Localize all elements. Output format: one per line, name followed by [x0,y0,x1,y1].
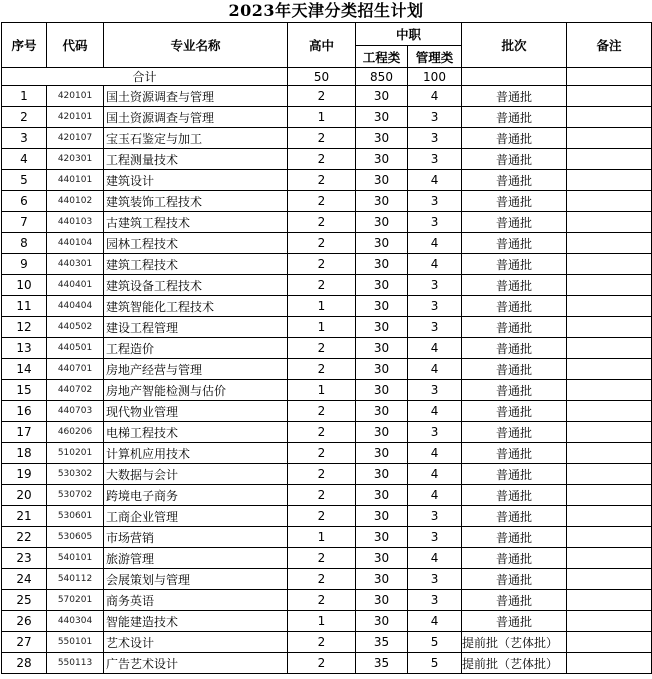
row-seq: 25 [2,590,47,611]
row-major: 工程测量技术 [104,149,288,170]
row-major: 现代物业管理 [104,401,288,422]
row-batch: 普通批 [462,128,567,149]
row-engineering: 30 [356,233,408,254]
row-batch: 普通批 [462,569,567,590]
row-seq: 24 [2,569,47,590]
row-code: 420101 [47,86,104,107]
table-row [2,443,652,464]
row-seq: 6 [2,191,47,212]
row-management: 4 [408,359,462,380]
row-management: 3 [408,191,462,212]
row-seq: 9 [2,254,47,275]
table-row [2,590,652,611]
row-engineering: 30 [356,506,408,527]
row-high-school: 2 [288,233,356,254]
row-seq: 1 [2,86,47,107]
row-seq: 23 [2,548,47,569]
row-engineering: 30 [356,254,408,275]
row-high-school: 2 [288,632,356,653]
row-remarks [567,86,652,107]
table-row [2,191,652,212]
row-code: 440104 [47,233,104,254]
row-remarks [567,128,652,149]
row-major: 艺术设计 [104,632,288,653]
total-high-school: 50 [288,68,356,86]
row-remarks [567,359,652,380]
table-row [2,170,652,191]
row-code: 570201 [47,590,104,611]
row-code: 440404 [47,296,104,317]
row-seq: 14 [2,359,47,380]
header-vocational: 中职 [356,23,462,46]
table-row [2,317,652,338]
row-remarks [567,149,652,170]
row-engineering: 30 [356,149,408,170]
row-remarks [567,254,652,275]
row-management: 4 [408,548,462,569]
row-batch: 提前批（艺体批） [462,653,567,674]
row-remarks [567,422,652,443]
total-row [2,68,652,86]
row-remarks [567,569,652,590]
row-code: 540101 [47,548,104,569]
total-batch-cell [462,68,567,86]
row-batch: 普通批 [462,422,567,443]
row-remarks [567,233,652,254]
row-remarks [567,107,652,128]
row-remarks [567,443,652,464]
total-label: 合计 [2,68,288,86]
row-major: 古建筑工程技术 [104,212,288,233]
row-seq: 2 [2,107,47,128]
row-management: 3 [408,569,462,590]
row-seq: 27 [2,632,47,653]
row-seq: 28 [2,653,47,674]
row-engineering: 30 [356,464,408,485]
header-major: 专业名称 [104,23,288,68]
table-row [2,86,652,107]
row-batch: 普通批 [462,590,567,611]
row-code: 530605 [47,527,104,548]
row-engineering: 30 [356,422,408,443]
header-high-school: 高中 [288,23,356,68]
table-row [2,107,652,128]
row-code: 420101 [47,107,104,128]
row-engineering: 30 [356,170,408,191]
row-batch: 普通批 [462,527,567,548]
row-batch: 普通批 [462,107,567,128]
row-code: 440102 [47,191,104,212]
table-row [2,632,652,653]
row-remarks [567,527,652,548]
row-batch: 普通批 [462,170,567,191]
row-batch: 提前批（艺体批） [462,632,567,653]
row-high-school: 2 [288,212,356,233]
row-code: 440502 [47,317,104,338]
header-management: 管理类 [408,46,462,68]
row-seq: 8 [2,233,47,254]
row-major: 园林工程技术 [104,233,288,254]
header-batch: 批次 [462,23,567,68]
row-seq: 20 [2,485,47,506]
row-high-school: 2 [288,422,356,443]
row-engineering: 30 [356,485,408,506]
table-row [2,380,652,401]
row-engineering: 30 [356,401,408,422]
table-row [2,485,652,506]
row-remarks [567,296,652,317]
row-high-school: 2 [288,548,356,569]
row-management: 4 [408,170,462,191]
row-management: 4 [408,86,462,107]
row-seq: 16 [2,401,47,422]
row-code: 550113 [47,653,104,674]
row-management: 3 [408,527,462,548]
row-seq: 3 [2,128,47,149]
table-body [2,68,652,674]
row-management: 4 [408,233,462,254]
row-remarks [567,380,652,401]
total-management: 100 [408,68,462,86]
row-major: 建筑工程技术 [104,254,288,275]
row-engineering: 30 [356,611,408,632]
row-remarks [567,653,652,674]
row-high-school: 2 [288,401,356,422]
row-batch: 普通批 [462,401,567,422]
row-major: 建筑装饰工程技术 [104,191,288,212]
row-high-school: 2 [288,149,356,170]
row-major: 建设工程管理 [104,317,288,338]
row-seq: 21 [2,506,47,527]
row-code: 440501 [47,338,104,359]
row-engineering: 30 [356,590,408,611]
row-batch: 普通批 [462,464,567,485]
row-seq: 5 [2,170,47,191]
row-high-school: 1 [288,611,356,632]
row-batch: 普通批 [462,506,567,527]
row-seq: 17 [2,422,47,443]
row-code: 550101 [47,632,104,653]
row-management: 3 [408,296,462,317]
row-major: 建筑智能化工程技术 [104,296,288,317]
row-batch: 普通批 [462,86,567,107]
row-major: 工程造价 [104,338,288,359]
row-seq: 19 [2,464,47,485]
row-major: 市场营销 [104,527,288,548]
row-batch: 普通批 [462,254,567,275]
row-high-school: 2 [288,464,356,485]
row-management: 3 [408,275,462,296]
row-high-school: 2 [288,170,356,191]
row-code: 540112 [47,569,104,590]
row-code: 440304 [47,611,104,632]
row-high-school: 2 [288,506,356,527]
row-high-school: 2 [288,590,356,611]
row-major: 计算机应用技术 [104,443,288,464]
table-row [2,296,652,317]
total-remarks-cell [567,68,652,86]
row-batch: 普通批 [462,233,567,254]
row-management: 3 [408,212,462,233]
row-code: 530702 [47,485,104,506]
table-row [2,653,652,674]
row-remarks [567,506,652,527]
row-remarks [567,464,652,485]
row-code: 460206 [47,422,104,443]
row-seq: 10 [2,275,47,296]
row-engineering: 30 [356,107,408,128]
row-batch: 普通批 [462,338,567,359]
table-row [2,401,652,422]
enrollment-plan-table [1,22,652,674]
row-major: 会展策划与管理 [104,569,288,590]
row-engineering: 30 [356,317,408,338]
row-management: 3 [408,590,462,611]
row-management: 4 [408,443,462,464]
row-remarks [567,317,652,338]
table-row [2,359,652,380]
row-seq: 11 [2,296,47,317]
table-row [2,548,652,569]
row-engineering: 35 [356,653,408,674]
row-major: 房地产经营与管理 [104,359,288,380]
row-code: 440401 [47,275,104,296]
row-major: 建筑设备工程技术 [104,275,288,296]
row-batch: 普通批 [462,149,567,170]
row-seq: 13 [2,338,47,359]
row-management: 3 [408,506,462,527]
row-management: 3 [408,317,462,338]
row-major: 建筑设计 [104,170,288,191]
row-batch: 普通批 [462,443,567,464]
row-engineering: 30 [356,296,408,317]
total-engineering: 850 [356,68,408,86]
row-remarks [567,275,652,296]
row-high-school: 2 [288,653,356,674]
row-code: 440703 [47,401,104,422]
table-row [2,527,652,548]
row-management: 5 [408,653,462,674]
row-management: 3 [408,107,462,128]
row-seq: 22 [2,527,47,548]
row-code: 440301 [47,254,104,275]
row-major: 商务英语 [104,590,288,611]
table-row [2,212,652,233]
row-major: 旅游管理 [104,548,288,569]
row-batch: 普通批 [462,380,567,401]
table-row [2,569,652,590]
row-seq: 7 [2,212,47,233]
row-batch: 普通批 [462,296,567,317]
row-batch: 普通批 [462,611,567,632]
header-remarks: 备注 [567,23,652,68]
row-engineering: 30 [356,359,408,380]
row-seq: 4 [2,149,47,170]
table-row [2,149,652,170]
row-high-school: 2 [288,338,356,359]
row-high-school: 1 [288,527,356,548]
row-major: 跨境电子商务 [104,485,288,506]
row-management: 4 [408,401,462,422]
row-major: 国土资源调查与管理 [104,107,288,128]
row-high-school: 2 [288,485,356,506]
page-title: 2023年天津分类招生计划 [228,1,424,20]
row-batch: 普通批 [462,275,567,296]
row-high-school: 2 [288,254,356,275]
row-engineering: 30 [356,191,408,212]
row-high-school: 1 [288,296,356,317]
row-remarks [567,485,652,506]
row-code: 440702 [47,380,104,401]
table-row [2,422,652,443]
row-code: 440101 [47,170,104,191]
row-remarks [567,338,652,359]
row-remarks [567,212,652,233]
row-major: 电梯工程技术 [104,422,288,443]
row-remarks [567,611,652,632]
row-engineering: 30 [356,380,408,401]
row-batch: 普通批 [462,191,567,212]
row-code: 420301 [47,149,104,170]
row-major: 宝玉石鉴定与加工 [104,128,288,149]
row-major: 广告艺术设计 [104,653,288,674]
row-management: 3 [408,128,462,149]
row-remarks [567,191,652,212]
row-batch: 普通批 [462,548,567,569]
row-high-school: 2 [288,569,356,590]
row-seq: 12 [2,317,47,338]
row-code: 510201 [47,443,104,464]
table-row [2,611,652,632]
row-engineering: 35 [356,632,408,653]
table-row [2,464,652,485]
row-management: 4 [408,464,462,485]
table-row [2,128,652,149]
table-row [2,275,652,296]
row-code: 530601 [47,506,104,527]
row-major: 房地产智能检测与估价 [104,380,288,401]
header-code: 代码 [47,23,104,68]
row-engineering: 30 [356,548,408,569]
row-code: 420107 [47,128,104,149]
row-high-school: 1 [288,380,356,401]
row-seq: 18 [2,443,47,464]
row-major: 工商企业管理 [104,506,288,527]
row-management: 4 [408,338,462,359]
row-remarks [567,170,652,191]
row-seq: 26 [2,611,47,632]
table-row [2,338,652,359]
row-remarks [567,548,652,569]
row-engineering: 30 [356,527,408,548]
row-batch: 普通批 [462,359,567,380]
row-engineering: 30 [356,86,408,107]
row-code: 440701 [47,359,104,380]
row-management: 4 [408,485,462,506]
header-engineering: 工程类 [356,46,408,68]
row-major: 大数据与会计 [104,464,288,485]
row-high-school: 2 [288,191,356,212]
row-management: 4 [408,611,462,632]
row-engineering: 30 [356,338,408,359]
row-batch: 普通批 [462,317,567,338]
row-seq: 15 [2,380,47,401]
row-engineering: 30 [356,212,408,233]
table-row [2,233,652,254]
row-major: 智能建造技术 [104,611,288,632]
row-high-school: 2 [288,86,356,107]
row-management: 4 [408,254,462,275]
table-row [2,506,652,527]
row-remarks [567,401,652,422]
row-remarks [567,632,652,653]
row-engineering: 30 [356,128,408,149]
row-management: 3 [408,422,462,443]
row-code: 440103 [47,212,104,233]
row-major: 国土资源调查与管理 [104,86,288,107]
row-high-school: 2 [288,128,356,149]
row-engineering: 30 [356,569,408,590]
row-high-school: 1 [288,317,356,338]
row-engineering: 30 [356,275,408,296]
row-high-school: 1 [288,107,356,128]
table-row [2,254,652,275]
row-high-school: 2 [288,359,356,380]
row-code: 530302 [47,464,104,485]
row-management: 3 [408,380,462,401]
row-high-school: 2 [288,443,356,464]
row-batch: 普通批 [462,212,567,233]
row-remarks [567,590,652,611]
row-engineering: 30 [356,443,408,464]
row-high-school: 2 [288,275,356,296]
row-management: 5 [408,632,462,653]
row-batch: 普通批 [462,485,567,506]
row-management: 3 [408,149,462,170]
header-seq: 序号 [2,23,47,68]
